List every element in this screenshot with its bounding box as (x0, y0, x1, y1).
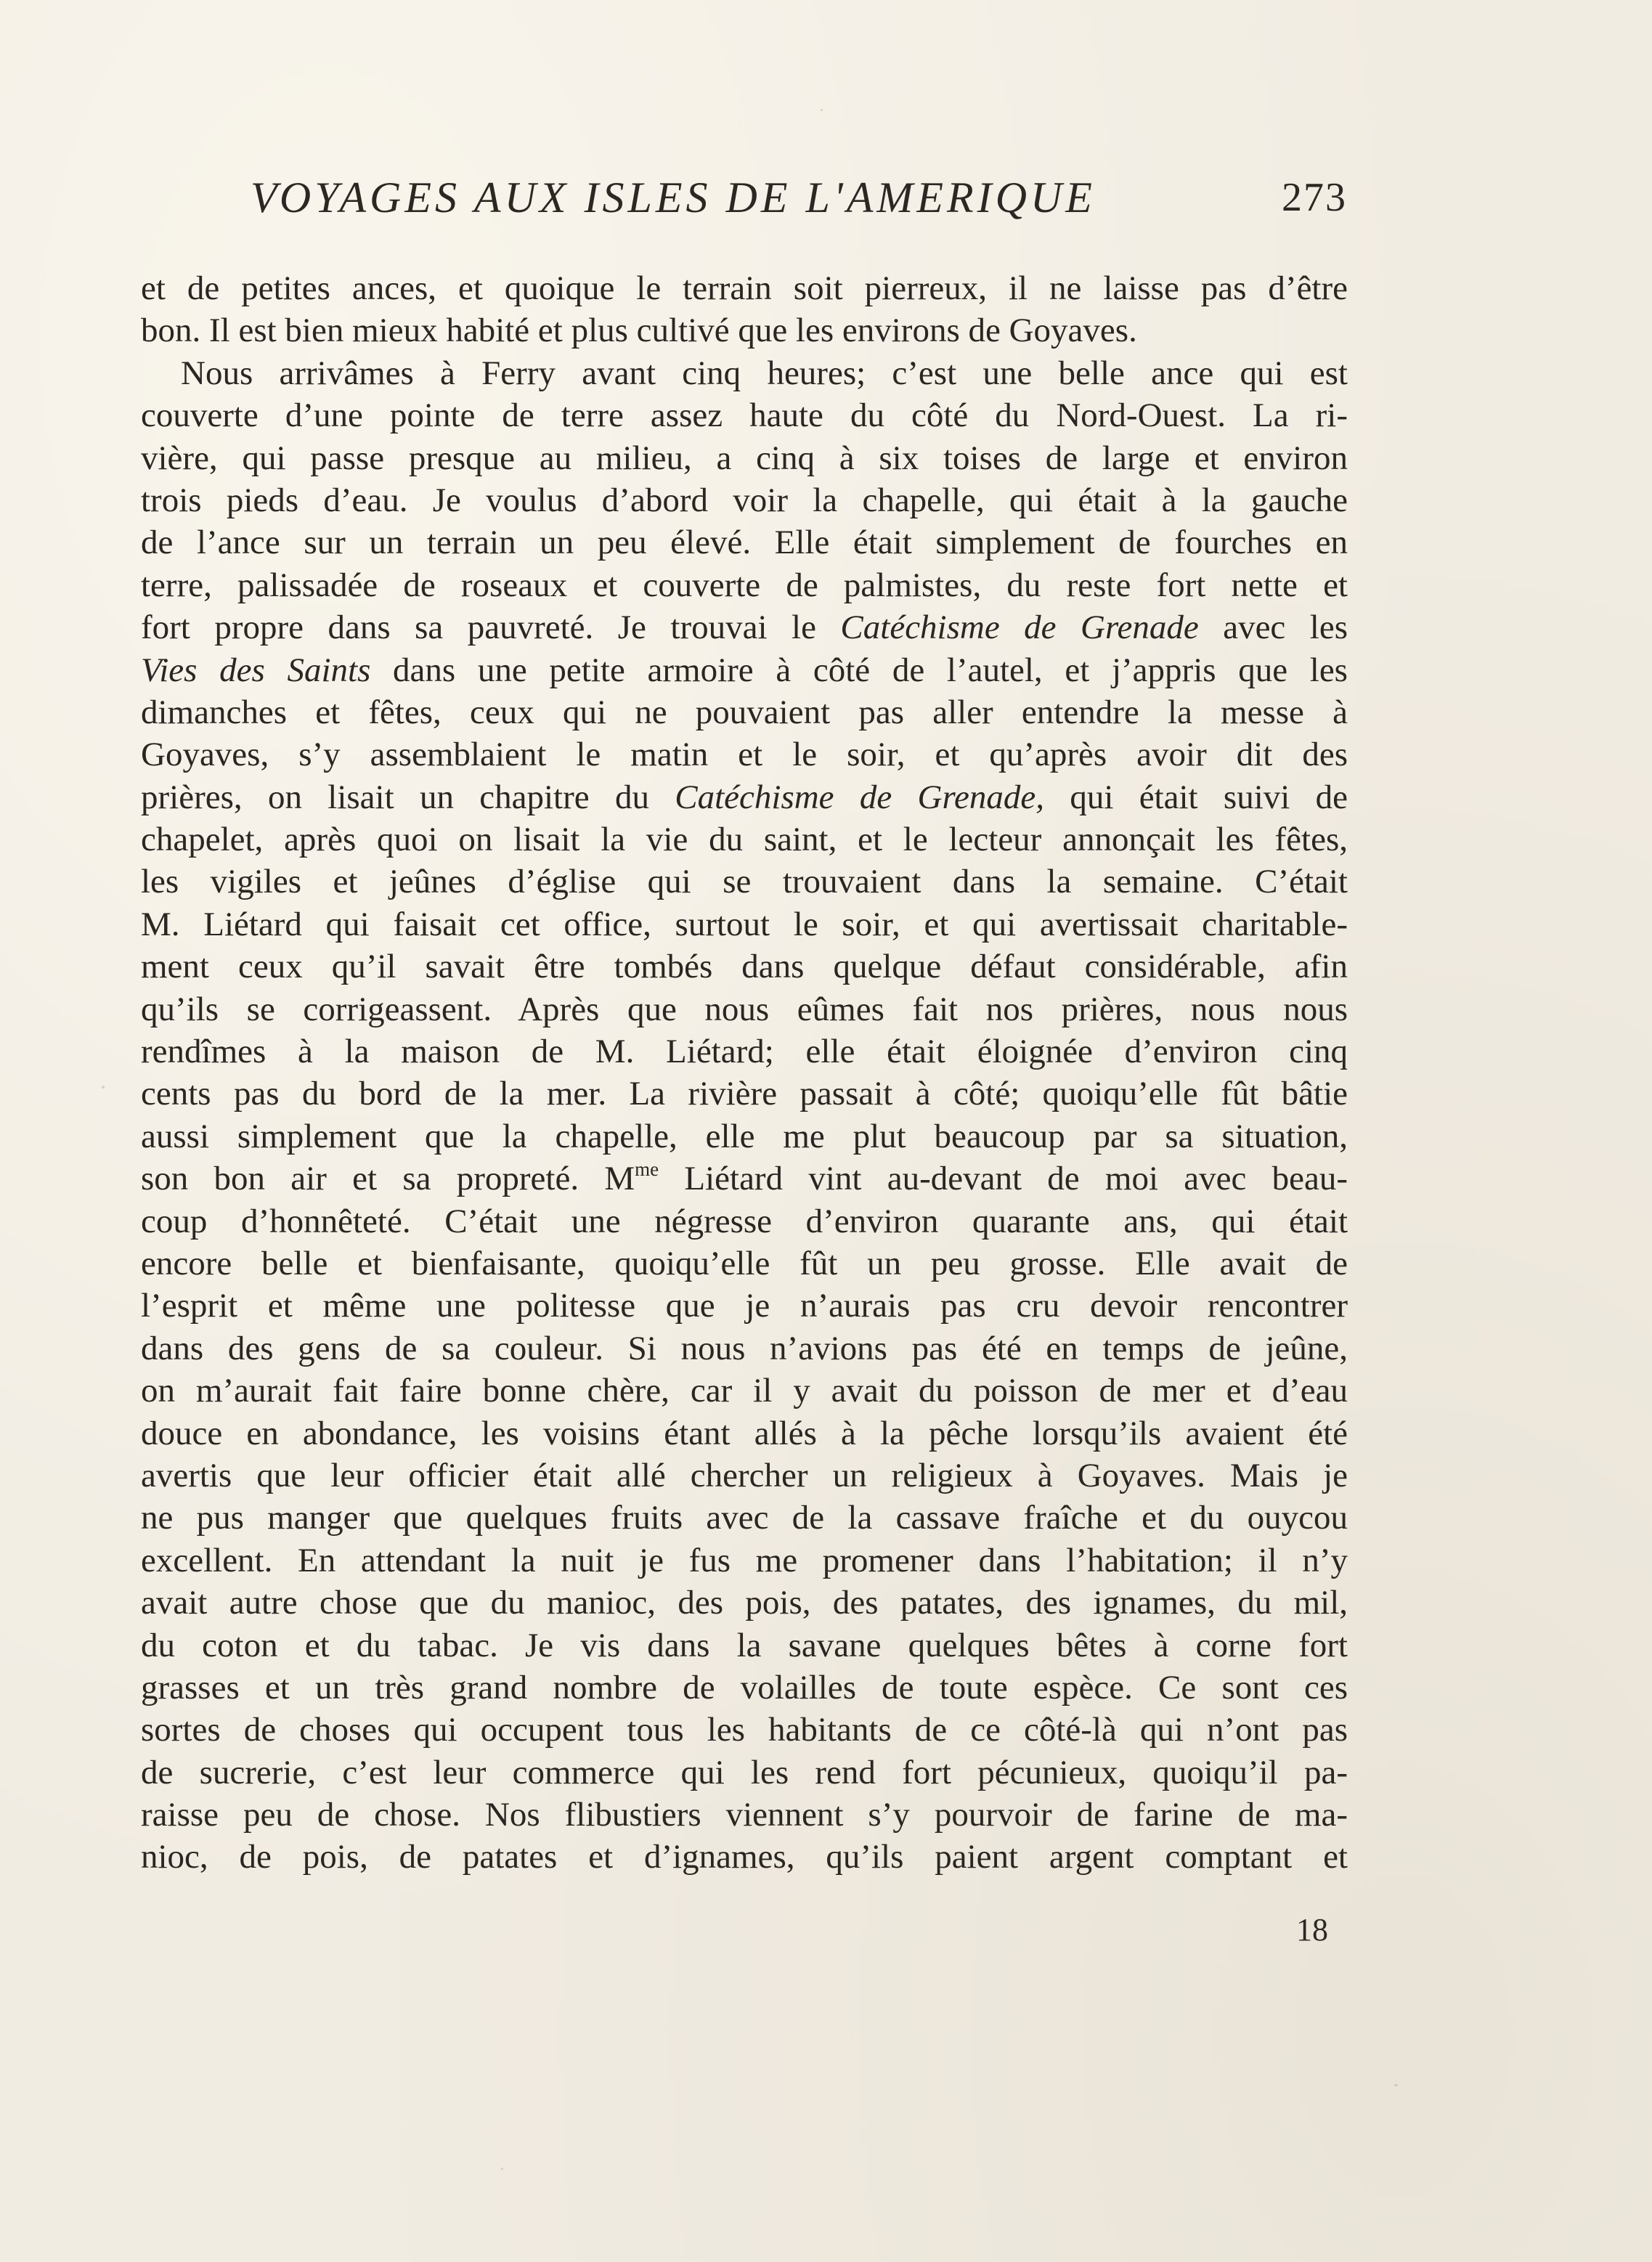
text-line (141, 1752, 1348, 1794)
line-text: chapelet, après quoi on lisait la vie du saint, et le lecteur annonçait les fêtes, (141, 821, 1348, 859)
line-text: son bon air et sa propreté. M (141, 1160, 635, 1198)
text-line (141, 1624, 1348, 1667)
line-text: Nous arrivâmes à Ferry avant cinq heures; c’est une belle ance qui est (181, 354, 1348, 392)
line-text: encore belle et bienfaisante, quoiqu’elle fût un peu grosse. Elle avait de (141, 1244, 1348, 1282)
text-line (141, 1370, 1348, 1412)
text-line (141, 352, 1348, 394)
text-line (141, 1073, 1348, 1115)
line-text: dans des gens de sa couleur. Si nous n’avions pas été en temps de jeûne, (141, 1329, 1348, 1367)
text-line (141, 1115, 1348, 1158)
running-title: VOYAGES AUX ISLES DE L'AMERIQUE (251, 174, 1096, 221)
text-line (141, 818, 1348, 861)
superscript: me (635, 1158, 659, 1181)
text-line (141, 1794, 1348, 1836)
text-line (141, 1327, 1348, 1370)
text-line (141, 479, 1348, 521)
line-text: rendîmes à la maison de M. Liétard; elle était éloignée d’environ cinq (141, 1033, 1348, 1071)
text-line (141, 309, 1348, 351)
text-line (141, 649, 1348, 691)
text-line (141, 945, 1348, 988)
line-text: avertis que leur officier était allé chercher un religieux à Goyaves. Mais je (141, 1456, 1348, 1494)
line-text: terre, palissadée de roseaux et couverte de palmistes, du reste fort nette et (141, 566, 1348, 604)
text-line (141, 564, 1348, 606)
signature-mark: 18 (1296, 1912, 1328, 1948)
line-text: et de petites ances, et quoique le terrain soit pierreux, il ne laisse pas d’être (141, 269, 1348, 307)
paper-speck (821, 109, 823, 111)
line-text: Goyaves, s’y assemblaient le matin et le soir, et qu’après avoir dit des (141, 736, 1348, 774)
line-text: du coton et du tabac. Je vis dans la savane quelques bêtes à corne fort (141, 1626, 1348, 1664)
line-text: ment ceux qu’il savait être tombés dans quelque défaut considérable, afin (141, 948, 1348, 986)
line-text: coup d’honnêteté. C’était une négresse d’environ quarante ans, qui était (141, 1202, 1348, 1240)
text-line (141, 1539, 1348, 1582)
line-text: bon. Il est bien mieux habité et plus cultivé que les environs de Goyaves. (141, 312, 1137, 350)
page-number: 273 (1282, 175, 1347, 220)
line-text: grasses et un très grand nombre de volailles de toute espèce. Ce sont ces (141, 1668, 1348, 1706)
line-text: aussi simplement que la chapelle, elle me plut beaucoup par sa situation, (141, 1117, 1348, 1155)
text-line (141, 776, 1348, 818)
line-text: avait autre chose que du manioc, des pois, des patates, des ignames, du mil, (141, 1584, 1348, 1622)
paper-speck (1394, 2084, 1398, 2086)
line-text: couverte d’une pointe de terre assez haute du côté du Nord-Ouest. La ri- (141, 396, 1348, 435)
line-text: nioc, de pois, de patates et d’ignames, qu’ils paient argent comptant et (141, 1838, 1348, 1876)
line-text: M. Liétard qui faisait cet office, surtout le soir, et qui avertissait charitable- (141, 905, 1348, 943)
line-text: Liétard vint au-devant de moi avec beau- (659, 1160, 1348, 1198)
text-line (141, 691, 1348, 733)
line-text: excellent. En attendant la nuit je fus me promener dans l’habitation; il n’y (141, 1541, 1348, 1579)
text-line (141, 521, 1348, 564)
text-line (141, 1836, 1348, 1878)
text-line (141, 1412, 1348, 1455)
line-text: fort propre dans sa pauvreté. Je trouvai le (141, 609, 841, 647)
line-text: prières, on lisait un chapitre du (141, 778, 675, 816)
line-text: dans une petite armoire à côté de l’autel, et j’appris que les (370, 651, 1348, 689)
text-line (141, 1242, 1348, 1285)
book-title-italic: Vies des Saints (141, 651, 371, 689)
line-text: vière, qui passe presque au milieu, a cinq à six toises de large et environ (141, 439, 1348, 477)
line-text: les vigiles et jeûnes d’église qui se trouvaient dans la semaine. C’était (141, 863, 1348, 901)
line-text: raisse peu de chose. Nos flibustiers viennent s’y pourvoir de farine de ma- (141, 1796, 1348, 1834)
line-text: sortes de choses qui occupent tous les habitants de ce côté-là qui n’ont pas (141, 1711, 1348, 1749)
text-line (141, 733, 1348, 776)
text-line (141, 1200, 1348, 1242)
text-line (141, 903, 1348, 945)
paper-speck (501, 2168, 503, 2170)
text-line (141, 1455, 1348, 1497)
line-text: trois pieds d’eau. Je voulus d’abord voir la chapelle, qui était à la gauche (141, 481, 1348, 519)
line-text: on m’aurait fait faire bonne chère, car il y avait du poisson de mer et d’eau (141, 1372, 1348, 1410)
text-line (141, 1497, 1348, 1539)
line-text: douce en abondance, les voisins étant allés à la pêche lorsqu’ils avaient été (141, 1414, 1348, 1452)
body-text (141, 267, 1348, 1879)
text-line (141, 1709, 1348, 1751)
book-title-italic: Catéchisme de Grenade (840, 609, 1199, 647)
text-line (141, 1667, 1348, 1709)
line-text: l’esprit et même une politesse que je n’aurais pas cru devoir rencontrer (141, 1287, 1348, 1325)
text-line (141, 1582, 1348, 1624)
text-line (141, 1285, 1348, 1327)
line-text: dimanches et fêtes, ceux qui ne pouvaient pas aller entendre la messe à (141, 693, 1348, 731)
text-line (141, 988, 1348, 1030)
text-line (141, 267, 1348, 309)
line-text: cents pas du bord de la mer. La rivière passait à côté; quoiqu’elle fût bâtie (141, 1075, 1348, 1113)
line-text: avec les (1198, 609, 1348, 647)
running-head (251, 168, 1347, 227)
text-line (141, 606, 1348, 648)
line-text: ne pus manger que quelques fruits avec de la cassave fraîche et du ouycou (141, 1499, 1348, 1537)
line-text: qui était suivi de (1044, 778, 1348, 816)
text-line (141, 1030, 1348, 1073)
text-line (141, 1158, 1348, 1200)
line-text: qu’ils se corrigeassent. Après que nous eûmes fait nos prières, nous nous (141, 990, 1348, 1028)
text-line (141, 861, 1348, 903)
line-text: de sucrerie, c’est leur commerce qui les rend fort pécunieux, quoiqu’il pa- (141, 1753, 1348, 1791)
paper-speck (102, 1086, 105, 1089)
text-line (141, 437, 1348, 479)
text-line (141, 394, 1348, 436)
line-text: de l’ance sur un terrain un peu élevé. Elle était simplement de fourches en (141, 524, 1348, 562)
book-title-italic: Catéchisme de Grenade, (675, 778, 1044, 816)
